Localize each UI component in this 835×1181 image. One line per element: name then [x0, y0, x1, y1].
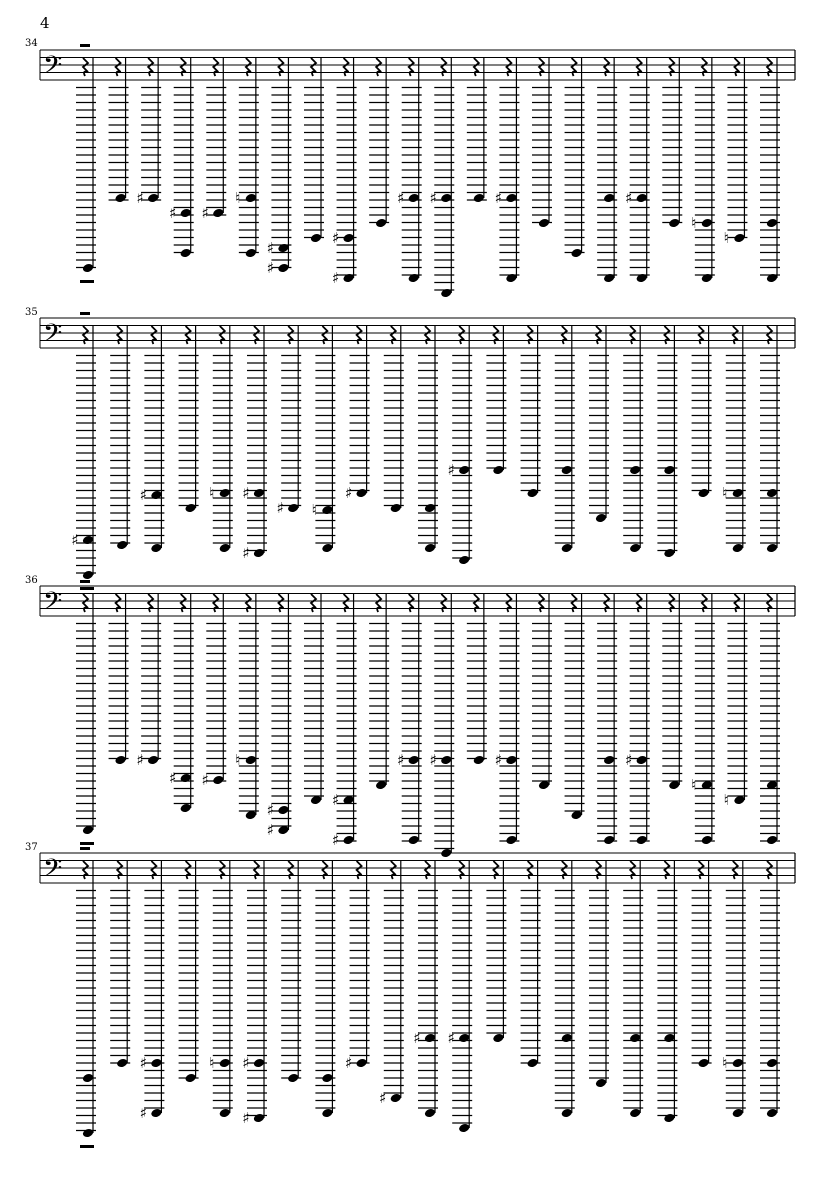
- rest-bar-icon: [80, 1145, 94, 1148]
- notehead: [277, 243, 289, 254]
- quarter-rest-icon: [734, 58, 739, 76]
- notehead: [219, 1058, 231, 1069]
- notehead: [595, 513, 607, 524]
- measure-number-36: 36: [25, 575, 38, 586]
- notehead: [732, 488, 744, 499]
- quarter-rest-icon: [767, 326, 772, 344]
- quarter-rest-icon: [767, 594, 772, 612]
- notehead: [440, 193, 452, 204]
- sharp-icon: ♯: [344, 484, 353, 502]
- bass-clef-icon: 𝄢: [43, 51, 63, 86]
- quarter-rest-icon: [357, 861, 362, 879]
- quarter-rest-icon: [664, 861, 669, 879]
- quarter-rest-icon: [493, 861, 498, 879]
- sharp-icon: ♯: [266, 259, 275, 277]
- notehead: [636, 193, 648, 204]
- notehead: [663, 548, 675, 559]
- sharp-icon: ♯: [429, 751, 437, 769]
- notehead: [355, 488, 367, 499]
- notehead: [424, 1108, 436, 1119]
- measure-number-34: 34: [25, 38, 38, 49]
- quarter-rest-icon: [604, 58, 609, 76]
- sharp-icon: ♯: [169, 204, 177, 222]
- quarter-rest-icon: [733, 326, 738, 344]
- notehead: [277, 805, 289, 816]
- quarter-rest-icon: [630, 326, 635, 344]
- notehead: [180, 248, 192, 259]
- sharp-icon: ♯: [331, 791, 340, 809]
- sharp-icon: ♯: [413, 1029, 421, 1047]
- sharp-icon: ♯: [136, 751, 144, 769]
- natural-icon: ♮: [311, 501, 318, 519]
- notehead: [116, 1058, 128, 1069]
- quarter-rest-icon: [246, 594, 251, 612]
- quarter-rest-icon: [83, 861, 88, 879]
- notehead: [440, 288, 452, 299]
- quarter-rest-icon: [117, 326, 122, 344]
- notehead: [732, 1108, 744, 1119]
- notehead: [570, 248, 582, 259]
- quarter-rest-icon: [441, 58, 446, 76]
- quarter-rest-icon: [425, 861, 430, 879]
- notehead: [603, 835, 615, 846]
- quarter-rest-icon: [344, 58, 349, 76]
- quarter-rest-icon: [278, 58, 283, 76]
- quarter-rest-icon: [459, 861, 464, 879]
- notehead: [82, 263, 94, 274]
- notehead: [150, 1058, 162, 1069]
- notehead: [253, 548, 265, 559]
- natural-icon: ♮: [691, 776, 697, 794]
- quarter-rest-icon: [311, 594, 316, 612]
- notehead: [253, 1113, 265, 1124]
- quarter-rest-icon: [572, 58, 577, 76]
- notehead: [701, 218, 713, 229]
- notehead: [766, 1108, 778, 1119]
- notehead: [492, 465, 504, 476]
- quarter-rest-icon: [604, 594, 609, 612]
- quarter-rest-icon: [664, 326, 669, 344]
- sharp-icon: ♯: [136, 189, 144, 207]
- natural-icon: ♮: [723, 791, 730, 809]
- notehead: [147, 193, 159, 204]
- quarter-rest-icon: [596, 861, 601, 879]
- notehead: [375, 218, 387, 229]
- notehead: [629, 543, 641, 554]
- notehead: [342, 233, 354, 244]
- natural-icon: ♮: [209, 484, 215, 502]
- quarter-rest-icon: [630, 861, 635, 879]
- notehead: [287, 1073, 299, 1084]
- notehead: [180, 773, 192, 784]
- notehead: [458, 1123, 470, 1134]
- sharp-icon: ♯: [625, 751, 633, 769]
- sharp-icon: ♯: [494, 189, 503, 207]
- notehead: [505, 273, 517, 284]
- notehead: [440, 755, 452, 766]
- quarter-rest-icon: [702, 594, 707, 612]
- notehead: [408, 273, 420, 284]
- quarter-rest-icon: [409, 594, 414, 612]
- notehead: [663, 1033, 675, 1044]
- quarter-rest-icon: [116, 58, 121, 76]
- notehead: [180, 803, 192, 814]
- sharp-icon: ♯: [242, 544, 250, 562]
- notehead: [321, 1108, 333, 1119]
- notehead: [116, 540, 128, 551]
- quarter-rest-icon: [83, 58, 88, 76]
- quarter-rest-icon: [669, 594, 674, 612]
- quarter-rest-icon: [562, 326, 567, 344]
- rest-bar-icon: [80, 847, 90, 850]
- notehead: [321, 543, 333, 554]
- quarter-rest-icon: [734, 594, 739, 612]
- quarter-rest-icon: [699, 861, 704, 879]
- quarter-rest-icon: [474, 594, 479, 612]
- notehead: [766, 543, 778, 554]
- quarter-rest-icon: [254, 326, 259, 344]
- quarter-rest-icon: [409, 58, 414, 76]
- notehead: [390, 1093, 402, 1104]
- notehead: [219, 1108, 231, 1119]
- quarter-rest-icon: [254, 861, 259, 879]
- quarter-rest-icon: [322, 861, 327, 879]
- quarter-rest-icon: [562, 861, 567, 879]
- notehead: [150, 1108, 162, 1119]
- sharp-icon: ♯: [139, 1104, 148, 1122]
- notehead: [408, 835, 420, 846]
- natural-icon: ♮: [722, 1054, 728, 1072]
- notehead: [766, 1058, 778, 1069]
- quarter-rest-icon: [441, 594, 446, 612]
- notehead: [253, 1058, 265, 1069]
- quarter-rest-icon: [181, 594, 186, 612]
- quarter-rest-icon: [117, 861, 122, 879]
- notehead: [219, 543, 231, 554]
- notehead: [82, 570, 94, 581]
- notehead: [732, 543, 744, 554]
- notehead: [629, 1108, 641, 1119]
- notehead: [636, 755, 648, 766]
- notehead: [701, 835, 713, 846]
- notehead: [697, 1058, 709, 1069]
- page-number: 4: [40, 14, 50, 32]
- quarter-rest-icon: [702, 58, 707, 76]
- quarter-rest-icon: [637, 594, 642, 612]
- bass-clef-icon: 𝄢: [43, 854, 63, 889]
- quarter-rest-icon: [344, 594, 349, 612]
- sharp-icon: ♯: [169, 769, 177, 787]
- notehead: [277, 263, 289, 274]
- notehead: [732, 1058, 744, 1069]
- notehead: [663, 465, 675, 476]
- notehead: [636, 273, 648, 284]
- quarter-rest-icon: [186, 861, 191, 879]
- quarter-rest-icon: [699, 326, 704, 344]
- quarter-rest-icon: [528, 326, 533, 344]
- rest-bar-icon: [80, 44, 90, 47]
- notehead: [342, 835, 354, 846]
- bass-clef-icon: 𝄢: [43, 319, 63, 354]
- sharp-icon: ♯: [242, 484, 250, 502]
- notehead: [114, 193, 126, 204]
- notehead: [473, 193, 485, 204]
- natural-icon: ♮: [235, 751, 241, 769]
- quarter-rest-icon: [83, 326, 88, 344]
- quarter-rest-icon: [539, 594, 544, 612]
- sharp-icon: ♯: [447, 1029, 455, 1047]
- notehead: [424, 503, 436, 514]
- quarter-rest-icon: [213, 58, 218, 76]
- notehead: [212, 775, 224, 786]
- notehead: [636, 835, 648, 846]
- quarter-rest-icon: [186, 326, 191, 344]
- sharp-icon: ♯: [201, 204, 209, 222]
- notehead: [561, 1033, 573, 1044]
- notehead: [408, 193, 420, 204]
- notehead: [253, 488, 265, 499]
- quarter-rest-icon: [733, 861, 738, 879]
- notehead: [603, 755, 615, 766]
- quarter-rest-icon: [767, 58, 772, 76]
- notehead: [766, 273, 778, 284]
- quarter-rest-icon: [148, 58, 153, 76]
- quarter-rest-icon: [322, 326, 327, 344]
- rest-bar-icon: [80, 312, 90, 315]
- quarter-rest-icon: [493, 326, 498, 344]
- notehead: [245, 193, 257, 204]
- natural-icon: ♮: [235, 189, 241, 207]
- quarter-rest-icon: [506, 594, 511, 612]
- quarter-rest-icon: [767, 861, 772, 879]
- notehead: [150, 543, 162, 554]
- notehead: [408, 755, 420, 766]
- notehead: [458, 555, 470, 566]
- quarter-rest-icon: [278, 594, 283, 612]
- notehead: [595, 1078, 607, 1089]
- rest-bar-icon: [80, 580, 90, 583]
- notehead: [766, 218, 778, 229]
- sharp-icon: ♯: [344, 1054, 353, 1072]
- notehead: [150, 490, 162, 501]
- measure-number-37: 37: [25, 842, 38, 853]
- sharp-icon: ♯: [625, 189, 633, 207]
- notehead: [505, 193, 517, 204]
- notehead: [287, 503, 299, 514]
- notehead: [219, 488, 231, 499]
- quarter-rest-icon: [539, 58, 544, 76]
- sharp-icon: ♯: [429, 189, 437, 207]
- rest-bar-icon: [80, 587, 94, 590]
- notehead: [424, 1033, 436, 1044]
- sharp-icon: ♯: [447, 461, 455, 479]
- rest-bar-icon: [80, 280, 94, 283]
- notehead: [184, 503, 196, 514]
- notehead: [114, 755, 126, 766]
- sharp-icon: ♯: [139, 486, 148, 504]
- quarter-rest-icon: [425, 326, 430, 344]
- notehead: [603, 273, 615, 284]
- notehead: [526, 1058, 538, 1069]
- notehead: [697, 488, 709, 499]
- notehead: [458, 465, 470, 476]
- notehead: [473, 755, 485, 766]
- quarter-rest-icon: [288, 326, 293, 344]
- notehead: [342, 273, 354, 284]
- quarter-rest-icon: [148, 594, 153, 612]
- notehead: [147, 755, 159, 766]
- notehead: [629, 465, 641, 476]
- quarter-rest-icon: [474, 58, 479, 76]
- quarter-rest-icon: [151, 861, 156, 879]
- quarter-rest-icon: [376, 58, 381, 76]
- notehead: [629, 1033, 641, 1044]
- quarter-rest-icon: [213, 594, 218, 612]
- notehead: [561, 543, 573, 554]
- notehead: [701, 273, 713, 284]
- natural-icon: ♮: [722, 484, 728, 502]
- quarter-rest-icon: [391, 326, 396, 344]
- notehead: [492, 1033, 504, 1044]
- notehead: [538, 218, 550, 229]
- bass-clef-icon: 𝄢: [43, 587, 63, 622]
- sharp-icon: ♯: [494, 751, 503, 769]
- quarter-rest-icon: [288, 861, 293, 879]
- notehead: [733, 233, 745, 244]
- notehead: [82, 1128, 94, 1139]
- notehead: [424, 543, 436, 554]
- sharp-icon: ♯: [331, 831, 340, 849]
- quarter-rest-icon: [220, 861, 225, 879]
- quarter-rest-icon: [116, 594, 121, 612]
- quarter-rest-icon: [181, 58, 186, 76]
- sharp-icon: ♯: [201, 771, 209, 789]
- quarter-rest-icon: [506, 58, 511, 76]
- notehead: [663, 1113, 675, 1124]
- notehead: [766, 835, 778, 846]
- sharp-icon: ♯: [397, 751, 405, 769]
- quarter-rest-icon: [572, 594, 577, 612]
- natural-icon: ♮: [691, 214, 697, 232]
- notehead: [355, 1058, 367, 1069]
- sharp-icon: ♯: [266, 239, 275, 257]
- quarter-rest-icon: [357, 326, 362, 344]
- notehead: [561, 1108, 573, 1119]
- natural-icon: ♮: [723, 229, 730, 247]
- quarter-rest-icon: [151, 326, 156, 344]
- sharp-icon: ♯: [331, 229, 340, 247]
- sharp-icon: ♯: [266, 801, 275, 819]
- sharp-icon: ♯: [276, 499, 284, 517]
- measure-number-35: 35: [25, 307, 38, 318]
- quarter-rest-icon: [596, 326, 601, 344]
- notehead: [82, 1073, 94, 1084]
- sharp-icon: ♯: [71, 531, 79, 549]
- notehead: [212, 208, 224, 219]
- notehead: [321, 505, 333, 516]
- natural-icon: ♮: [209, 1054, 215, 1072]
- quarter-rest-icon: [311, 58, 316, 76]
- quarter-rest-icon: [83, 594, 88, 612]
- notehead: [321, 1073, 333, 1084]
- notehead: [766, 488, 778, 499]
- notehead: [526, 488, 538, 499]
- notehead: [82, 535, 94, 546]
- notehead: [245, 248, 257, 259]
- notehead: [245, 755, 257, 766]
- notehead: [668, 218, 680, 229]
- notehead: [603, 193, 615, 204]
- sharp-icon: ♯: [139, 1054, 148, 1072]
- rest-bar-icon: [80, 842, 94, 845]
- sharp-icon: ♯: [397, 189, 405, 207]
- notehead: [310, 233, 322, 244]
- quarter-rest-icon: [246, 58, 251, 76]
- sharp-icon: ♯: [242, 1109, 250, 1127]
- quarter-rest-icon: [376, 594, 381, 612]
- notehead: [180, 208, 192, 219]
- quarter-rest-icon: [220, 326, 225, 344]
- quarter-rest-icon: [669, 58, 674, 76]
- notehead: [505, 835, 517, 846]
- notehead: [184, 1073, 196, 1084]
- quarter-rest-icon: [637, 58, 642, 76]
- notehead: [458, 1033, 470, 1044]
- sharp-icon: ♯: [266, 821, 275, 839]
- sharp-icon: ♯: [379, 1089, 387, 1107]
- sharp-icon: ♯: [331, 269, 340, 287]
- notehead: [390, 503, 402, 514]
- notehead: [505, 755, 517, 766]
- sharp-icon: ♯: [242, 1054, 250, 1072]
- notehead: [561, 465, 573, 476]
- quarter-rest-icon: [459, 326, 464, 344]
- quarter-rest-icon: [528, 861, 533, 879]
- quarter-rest-icon: [391, 861, 396, 879]
